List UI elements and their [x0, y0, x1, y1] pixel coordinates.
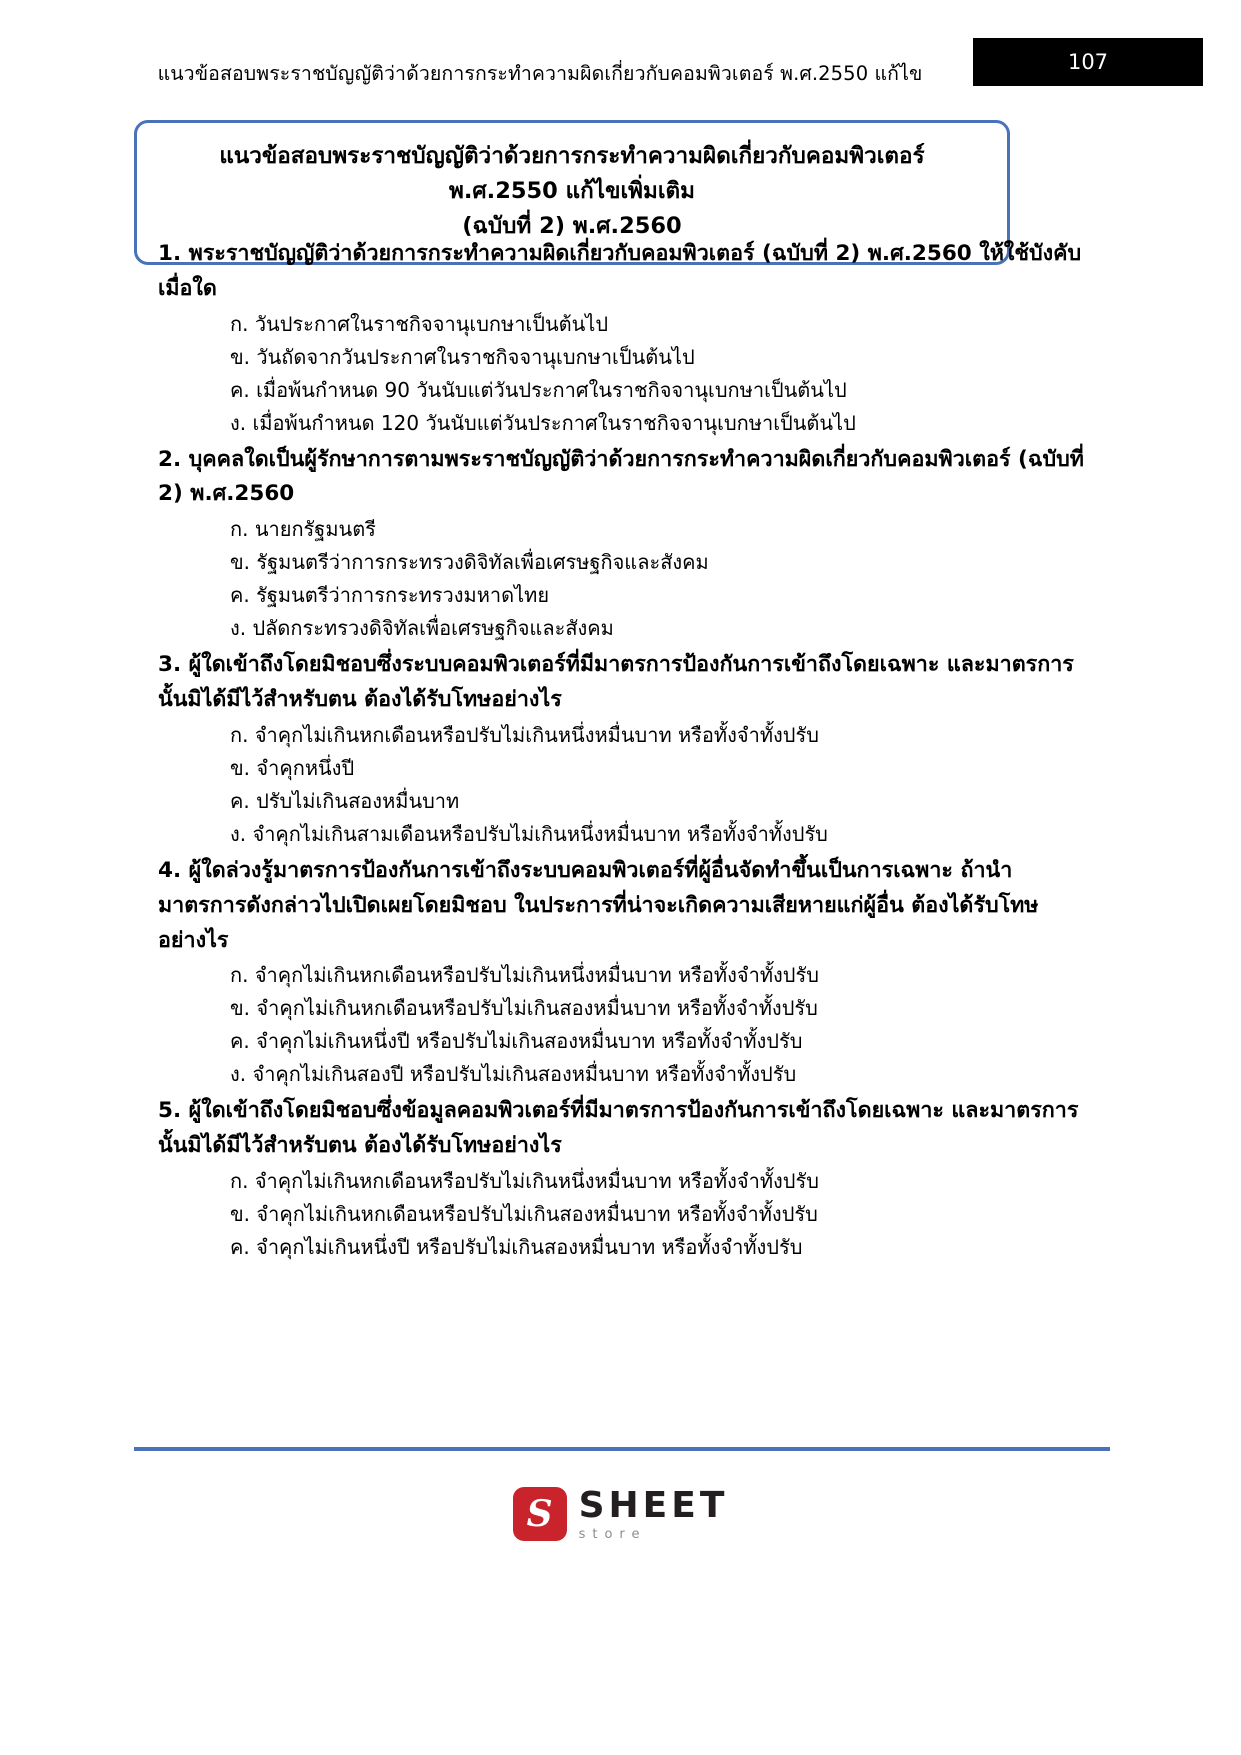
choice-item[interactable]: ง. ปลัดกระทรวงดิจิทัลเพื่อเศรษฐกิจและสังคม: [230, 616, 614, 641]
question-list: [158, 237, 1088, 1267]
choice-item[interactable]: ก. จำคุกไม่เกินหกเดือนหรือปรับไม่เกินหนึ่งหมื่นบาท หรือทั้งจำทั้งปรับ: [230, 963, 819, 988]
choice-list-1: [158, 309, 1088, 439]
question-text-5: 5. ผู้ใดเข้าถึงโดยมิชอบซึ่งข้อมูลคอมพิวเตอร์ที่มีมาตรการป้องกันการเข้าถึงโดยเฉพาะ และมาตรการนั้นมิได้มีไว้สำหรับตน ต้องได้รับโทษอย่างไร: [158, 1098, 1079, 1159]
choice-item[interactable]: ก. นายกรัฐมนตรี: [230, 517, 376, 542]
choice-list-2: [158, 514, 1088, 644]
choice-item[interactable]: ก. จำคุกไม่เกินหกเดือนหรือปรับไม่เกินหนึ่งหมื่นบาท หรือทั้งจำทั้งปรับ: [230, 1169, 819, 1194]
choice-list-5: [158, 1166, 1088, 1263]
choice-item[interactable]: ก. จำคุกไม่เกินหกเดือนหรือปรับไม่เกินหนึ่งหมื่นบาท หรือทั้งจำทั้งปรับ: [230, 722, 819, 747]
logo-wordmark: [578, 1484, 729, 1542]
choice-item[interactable]: ง. จำคุกไม่เกินสองปี หรือปรับไม่เกินสองหมื่นบาท หรือทั้งจำทั้งปรับ: [230, 1062, 797, 1087]
footer-divider: [134, 1447, 1110, 1451]
logo-mark-letter: S: [526, 1493, 553, 1535]
choice-item[interactable]: ค. รัฐมนตรีว่าการกระทรวงมหาดไทย: [230, 583, 550, 608]
choice-item[interactable]: ค. จำคุกไม่เกินหนึ่งปี หรือปรับไม่เกินสองหมื่นบาท หรือทั้งจำทั้งปรับ: [230, 1029, 803, 1054]
page-number-badge: [973, 38, 1203, 86]
choice-item[interactable]: ก. วันประกาศในราชกิจจานุเบกษาเป็นต้นไป: [230, 311, 609, 336]
choice-list-4: [158, 960, 1088, 1090]
logo-word-sheet: SHEET: [578, 1484, 729, 1526]
choice-item[interactable]: ข. จำคุกหนึ่งปี: [230, 755, 355, 780]
choice-item[interactable]: ข. จำคุกไม่เกินหกเดือนหรือปรับไม่เกินสองหมื่นบาท หรือทั้งจำทั้งปรับ: [230, 996, 818, 1021]
choice-item[interactable]: ค. ปรับไม่เกินสองหมื่นบาท: [230, 788, 460, 813]
choice-item[interactable]: ง. เมื่อพ้นกำหนด 120 วันนับแต่วันประกาศในราชกิจจานุเบกษาเป็นต้นไป: [230, 410, 856, 435]
question-text-1: 1. พระราชบัญญัติว่าด้วยการกระทำความผิดเกี่ยวกับคอมพิวเตอร์ (ฉบับที่ 2) พ.ศ.2560 ให้ใช้บังคับเมื่อใด: [158, 241, 1082, 301]
sheet-store-logo-icon: [513, 1487, 567, 1541]
document-title-line-2: (ฉบับที่ 2) พ.ศ.2560: [462, 212, 682, 239]
page-number-label: 107: [1067, 50, 1109, 74]
choice-item[interactable]: ข. รัฐมนตรีว่าการกระทรวงดิจิทัลเพื่อเศรษฐกิจและสังคม: [230, 550, 709, 575]
question-text-3: 3. ผู้ใดเข้าถึงโดยมิชอบซึ่งระบบคอมพิวเตอร์ที่มีมาตรการป้องกันการเข้าถึงโดยเฉพาะ และมาตรการนั้นมิได้มีไว้สำหรับตน ต้องได้รับโทษอย่างไร: [158, 652, 1074, 713]
choice-item[interactable]: ค. เมื่อพ้นกำหนด 90 วันนับแต่วันประกาศในราชกิจจานุเบกษาเป็นต้นไป: [230, 377, 847, 402]
question-text-2: 2. บุคคลใดเป็นผู้รักษาการตามพระราชบัญญัติว่าด้วยการกระทำความผิดเกี่ยวกับคอมพิวเตอร์ (ฉบับที่ 2) พ.ศ.2560: [158, 446, 1084, 507]
choice-item[interactable]: ข. วันถัดจากวันประกาศในราชกิจจานุเบกษาเป็นต้นไป: [230, 344, 695, 369]
document-title-line-1: แนวข้อสอบพระราชบัญญัติว่าด้วยการกระทำความผิดเกี่ยวกับคอมพิวเตอร์ พ.ศ.2550 แก้ไขเพิ่มเติม: [219, 143, 925, 204]
logo-word-store: store: [578, 1526, 647, 1542]
running-header-title: แนวข้อสอบพระราชบัญญัติว่าด้วยการกระทำความผิดเกี่ยวกับคอมพิวเตอร์ พ.ศ.2550 แก้ไข: [157, 62, 923, 85]
footer-logo: [0, 1484, 1241, 1542]
choice-list-3: [158, 720, 1088, 850]
question-text-4: 4. ผู้ใดล่วงรู้มาตรการป้องกันการเข้าถึงระบบคอมพิวเตอร์ที่ผู้อื่นจัดทำขึ้นเป็นการเฉพาะ ถ้านำมาตรการดังกล่าวไปเปิดเผยโดยมิชอบ ในประการที่น่าจะเกิดความเสียหายแก่ผู้อื่น ต้องได้รับโทษอย่างไร: [158, 857, 1039, 953]
choice-item[interactable]: ค. จำคุกไม่เกินหนึ่งปี หรือปรับไม่เกินสองหมื่นบาท หรือทั้งจำทั้งปรับ: [230, 1235, 803, 1260]
choice-item[interactable]: ง. จำคุกไม่เกินสามเดือนหรือปรับไม่เกินหนึ่งหมื่นบาท หรือทั้งจำทั้งปรับ: [230, 821, 828, 846]
choice-item[interactable]: ข. จำคุกไม่เกินหกเดือนหรือปรับไม่เกินสองหมื่นบาท หรือทั้งจำทั้งปรับ: [230, 1202, 818, 1227]
